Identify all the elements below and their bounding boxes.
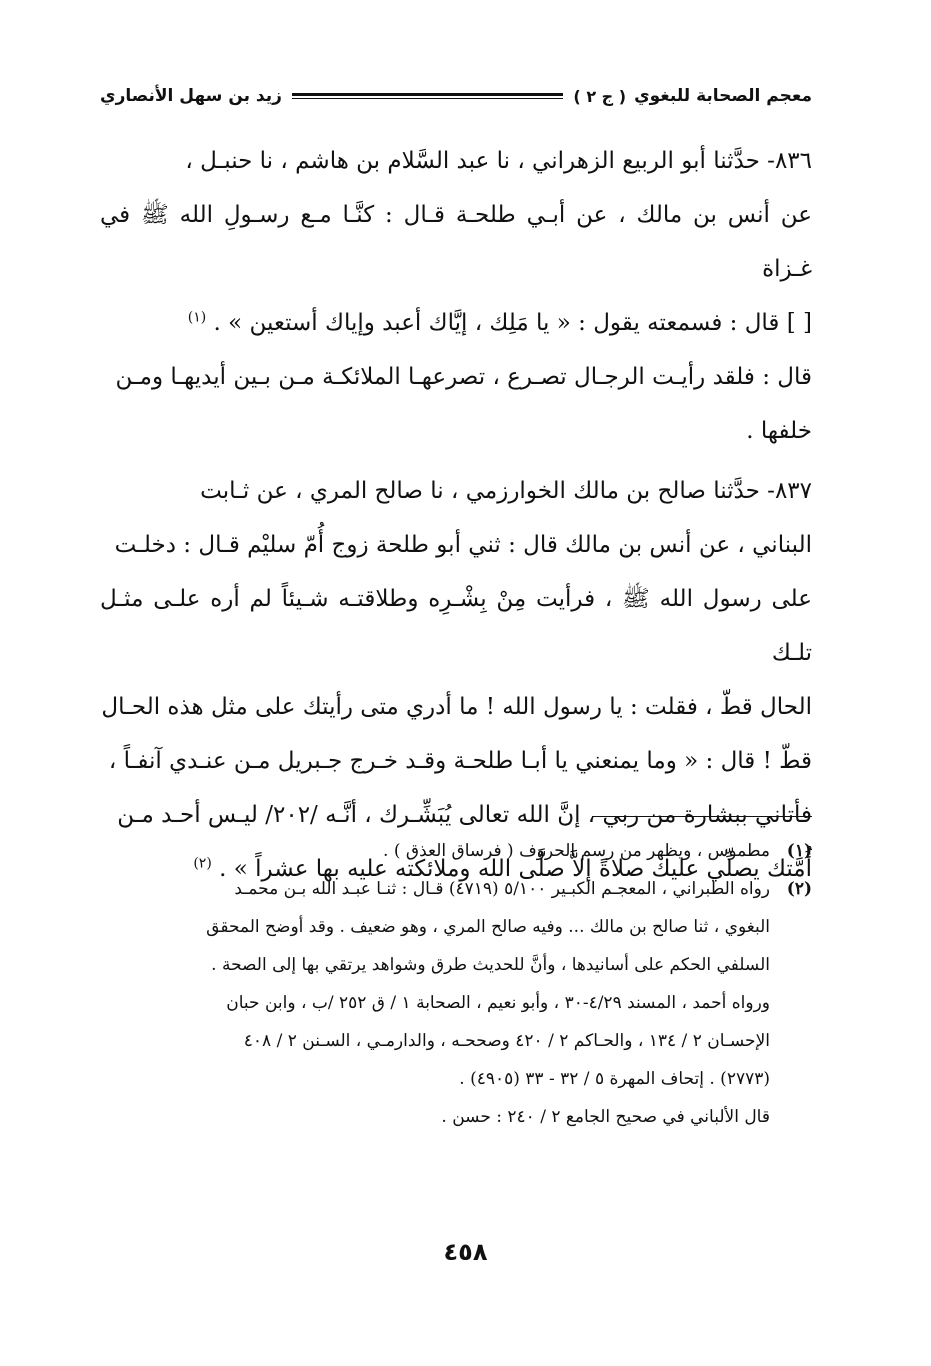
main-text <box>100 134 812 896</box>
text-line: على رسول الله ﷺ ، فرأيت مِنْ بِشْـرِه وطلاقتـه شـيئاً لم أره علـى مثـل تلـك <box>100 586 812 666</box>
footnote-line: ورواه أحمد ، المسند ٤/٢٩-٣٠ ، وأبو نعيم ، الصحابة ١ / ق ٢٥٢ /ب ، وابن حبان <box>226 993 770 1013</box>
footnote-line: السلفي الحكم على أسانيدها ، وأنَّ للحديث طرق وشواهد يرتقي بها إلى الصحة . <box>211 955 770 975</box>
text-line: الحال قطّ ، فقلت : يا رسول الله ! ما أدري متى رأيتك على مثل هذه الحـال <box>101 694 812 720</box>
text-line-content: أُمَّتك يصلِّي عليك صلاةً إلاَّ صلَّى الله وملائكته عليه بها عشراً » . <box>219 856 812 882</box>
footnote-number: (١) <box>786 841 812 861</box>
footnote-2 <box>100 870 812 1136</box>
text-line: ٨٣٦- حدَّثنا أبو الربيع الزهراني ، نا عبد السَّلام بن هاشم ، نا حنبـل ، <box>185 148 812 174</box>
footnote-line: الإحسـان ٢ / ١٣٤ ، والحـاكم ٢ / ٤٢٠ وصححـه ، والدارمـي ، السـنن ٢ / ٤٠٨ <box>243 1031 770 1051</box>
footnote-body <box>100 870 770 1136</box>
text-line: خلفها . <box>746 418 812 444</box>
text-line: عن أنس بن مالك ، عن أبـي طلحـة قـال : كنَّـا مـع رسـولِ الله ﷺ في غـزاة <box>100 202 812 282</box>
text-line: قطّ ! قال : « وما يمنعني يا أبـا طلحـة وقـد خـرج جـبريل مـن عنـدي آنفـاً ، <box>108 748 812 774</box>
footnote-line: رواه الطبراني ، المعجـم الكبـير ٥/١٠٠ (٤٧١٩) قـال : ثنـا عبـد الله بـن محمـد <box>234 879 770 899</box>
text-line <box>100 296 812 350</box>
footnote-line: مطموس ، ويظهر من رسم الحروف ( فرساق العذق ) . <box>383 841 770 861</box>
footnote-ref-1[interactable]: (١) <box>187 309 207 326</box>
footnote-line: (٢٧٧٣) . إتحاف المهرة ٥ / ٣٢ - ٣٣ (٤٩٠٥) . <box>459 1069 770 1089</box>
running-header <box>100 78 812 114</box>
book-title: معجم الصحابة للبغوي <box>634 86 812 106</box>
header-rule <box>292 93 564 99</box>
volume-label: ( ج ٢ ) <box>573 86 627 106</box>
footnote-line: قال الألباني في صحيح الجامع ٢ / ٢٤٠ : حسن . <box>441 1107 770 1127</box>
footnote-body <box>100 832 770 870</box>
hadith-836 <box>100 134 812 458</box>
text-line: البناني ، عن أنس بن مالك قال : ثني أبو طلحة زوج أُمّ سليْم قـال : دخلـت <box>114 532 812 558</box>
text-line: فأتاني ببشارة من ربي ، إنَّ الله تعالى يُبَشِّـرك ، أنَّـه /٢٠٢/ ليـس أحـد مـن <box>117 802 812 828</box>
footnotes <box>100 832 812 1136</box>
footnote-number: (٢) <box>786 879 812 899</box>
text-line-content: [ ] قال : فسمعته يقول : « يا مَلِك ، إيَّاك أعبد وإياك أستعين » . <box>213 310 812 336</box>
text-line: قال : فلقد رأيـت الرجـال تصـرع ، تصرعهـا الملائكـة مـن بـين أيديهـا ومـن <box>115 364 812 390</box>
footnote-separator <box>592 816 812 817</box>
footnote-ref-2[interactable]: (٢) <box>193 855 212 872</box>
text-line: ٨٣٧- حدَّثنا صالح بن مالك الخوارزمي ، نا صالح المري ، عن ثـابت <box>200 478 812 504</box>
footnote-1 <box>100 832 812 870</box>
page-number: ٤٥٨ <box>443 1238 488 1266</box>
footnote-line: البغوي ، ثنا صالح بن مالك ... وفيه صالح المري ، وهو ضعيف . وقد أوضح المحقق <box>206 917 770 937</box>
chapter-title: زيد بن سهل الأنصاري <box>100 86 282 106</box>
